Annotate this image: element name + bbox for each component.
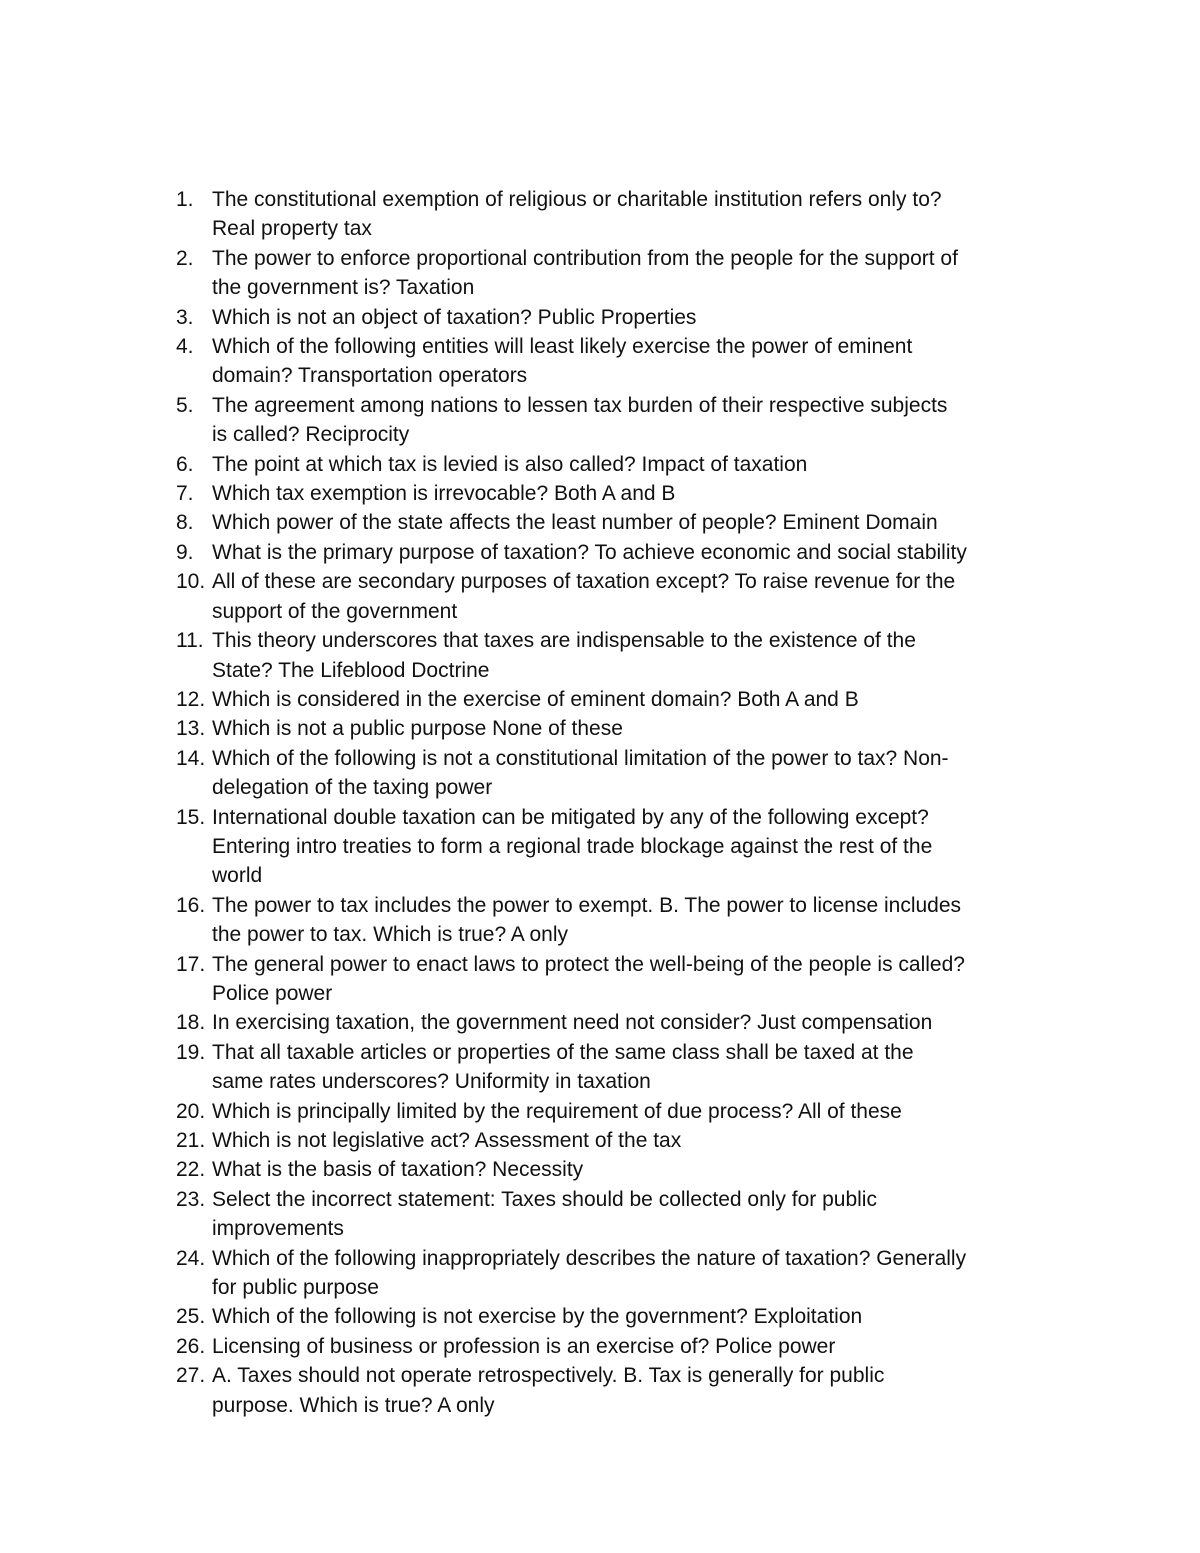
item-text: What is the basis of taxation? Necessity xyxy=(212,1158,584,1182)
list-item xyxy=(176,391,1076,450)
list-item xyxy=(176,479,1076,508)
list-item xyxy=(176,303,1076,332)
item-text: The power to tax includes the power to exempt. B. The power to license includes the power to tax. Which is true? A only xyxy=(212,893,962,947)
item-text: Which of the following entities will least likely exercise the power of eminent domain? Transportation operators xyxy=(212,335,913,388)
list-item xyxy=(176,185,1076,244)
list-item xyxy=(176,685,1076,714)
item-number: 16. xyxy=(176,893,206,917)
item-number: 19. xyxy=(176,1040,206,1064)
item-text: All of these are secondary purposes of taxation except? To raise revenue for the support of the government xyxy=(212,570,956,623)
list-item xyxy=(176,1155,1076,1184)
list-item xyxy=(176,891,1076,950)
item-text: Licensing of business or profession is an exercise of? Police power xyxy=(212,1334,836,1358)
item-number: 23. xyxy=(176,1187,206,1211)
item-text: Which of the following inappropriately describes the nature of taxation? Generally for public purpose xyxy=(212,1246,967,1300)
list-item xyxy=(176,1038,1076,1097)
item-text: Which is not a public purpose None of these xyxy=(212,717,623,741)
item-text: The point at which tax is levied is also called? Impact of taxation xyxy=(212,452,808,476)
list-item xyxy=(176,626,1076,685)
item-number: 10. xyxy=(176,570,206,594)
item-number: 21. xyxy=(176,1129,206,1152)
item-number: 5. xyxy=(176,393,194,417)
list-item xyxy=(176,714,1076,743)
item-text: This theory underscores that taxes are indispensable to the existence of the State? The Lifeblood Doctrine xyxy=(212,629,916,682)
list-item xyxy=(176,1361,1076,1420)
list-item xyxy=(176,508,1076,537)
item-text: Select the incorrect statement: Taxes should be collected only for public improvements xyxy=(212,1187,877,1241)
item-text: Which of the following is not exercise by the government? Exploitation xyxy=(212,1305,863,1329)
list-item xyxy=(176,744,1076,803)
item-number: 22. xyxy=(176,1158,206,1182)
item-text: Which tax exemption is irrevocable? Both A and B xyxy=(212,482,676,506)
item-text: Which is considered in the exercise of eminent domain? Both A and B xyxy=(212,687,859,711)
question-list xyxy=(176,185,1076,1420)
item-number: 25. xyxy=(176,1305,206,1329)
item-number: 17. xyxy=(176,952,206,976)
item-number: 12. xyxy=(176,687,206,711)
list-item xyxy=(176,1008,1076,1037)
list-item xyxy=(176,1244,1076,1303)
item-number: 20. xyxy=(176,1099,206,1123)
item-text: Which is principally limited by the requirement of due process? All of these xyxy=(212,1099,902,1123)
item-number: 2. xyxy=(176,246,194,270)
item-number: 18. xyxy=(176,1011,206,1035)
item-text: The agreement among nations to lessen tax burden of their respective subjects is called? Reciprocity xyxy=(212,393,948,447)
item-number: 15. xyxy=(176,805,206,829)
item-number: 6. xyxy=(176,452,194,476)
list-item xyxy=(176,1185,1076,1244)
item-text: In exercising taxation, the government need not consider? Just compensation xyxy=(212,1011,933,1035)
list-item xyxy=(176,1302,1076,1331)
item-number: 7. xyxy=(176,482,194,506)
list-item xyxy=(176,1097,1076,1126)
list-item xyxy=(176,332,1076,391)
item-number: 11. xyxy=(176,629,204,653)
list-item xyxy=(176,450,1076,479)
item-text: The constitutional exemption of religious or charitable institution refers only to? Real property tax xyxy=(212,188,942,241)
item-number: 13. xyxy=(176,717,206,741)
list-item xyxy=(176,244,1076,303)
item-text: A. Taxes should not operate retrospectively. B. Tax is generally for public purpose. Which is true? A only xyxy=(212,1364,885,1417)
list-item xyxy=(176,538,1076,567)
item-number: 27. xyxy=(176,1364,206,1388)
item-number: 14. xyxy=(176,746,206,770)
item-text: That all taxable articles or properties of the same class shall be taxed at the same rates underscores? Uniformity in taxation xyxy=(212,1040,914,1094)
list-item xyxy=(176,950,1076,1009)
item-text: Which is not an object of taxation? Public Properties xyxy=(212,305,697,329)
item-number: 9. xyxy=(176,540,194,564)
item-text: International double taxation can be mitigated by any of the following except? Entering intro treaties to form a regional trade blockage against the rest of the world xyxy=(212,805,933,888)
item-number: 3. xyxy=(176,305,194,329)
item-number: 4. xyxy=(176,335,194,359)
item-number: 24. xyxy=(176,1246,206,1270)
list-item xyxy=(176,1332,1076,1361)
item-text: The power to enforce proportional contribution from the people for the support of the government is? Taxation xyxy=(212,246,958,300)
list-item xyxy=(176,803,1076,891)
item-number: 8. xyxy=(176,511,194,535)
item-number: 1. xyxy=(176,188,194,211)
list-item xyxy=(176,1126,1076,1155)
item-text: The general power to enact laws to protect the well-being of the people is called? Police power xyxy=(212,952,965,1005)
item-text: Which of the following is not a constitutional limitation of the power to tax? Non- delegation of the taxing power xyxy=(212,746,949,800)
item-text: Which is not legislative act? Assessment of the tax xyxy=(212,1129,682,1152)
item-text: What is the primary purpose of taxation? To achieve economic and social stability xyxy=(212,540,967,564)
list-item xyxy=(176,567,1076,626)
item-number: 26. xyxy=(176,1334,206,1358)
item-text: Which power of the state affects the least number of people? Eminent Domain xyxy=(212,511,938,535)
